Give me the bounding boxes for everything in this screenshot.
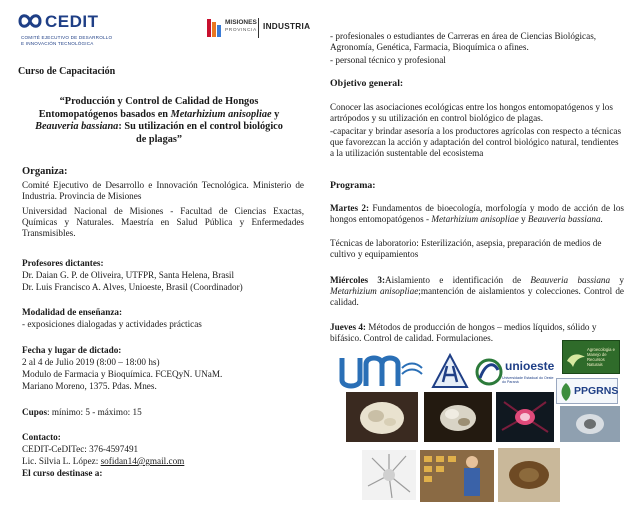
mycelium-image (362, 450, 416, 500)
jueves-label: Jueves 4: (330, 322, 366, 332)
programa-martes (330, 203, 624, 225)
cedit-subtitle-1: COMITÉ EJECUTIVO DE DESARROLLO (21, 35, 113, 40)
cupos-label: Cupos (22, 407, 48, 417)
photo-white-mycelium (362, 450, 416, 500)
miercoles-text: y (610, 275, 625, 285)
destinase-line-1: - profesionales o estudiantes de Carreras en área de Ciencias Biológicas, Agronomía, Genética, Farmacia, Bioquímica o afines. (330, 31, 597, 52)
title-text: Entomopatógenos basados en (38, 108, 171, 120)
course-kind: Curso de Capacitación (18, 66, 116, 77)
course-title-line-4: de plagas” (135, 133, 183, 145)
objetivo-p1: Conocer las asociaciones ecológicas entre los hongos entomopatógenos y los artrópodos y su utilización en control biológico de plagas. (330, 102, 613, 123)
modalidad-heading: Modalidad de enseñanza: (22, 307, 123, 317)
title-species-2: Beauveria bassiana (35, 121, 119, 133)
objetivo-p2: -capacitar y brindar asesoría a los productores agrícolas con respecto a técnicas que favorezcan la acción y adaptación del control biológico natural, tendientes a la utilización sustentable del ecosistema (330, 126, 622, 158)
objetivo-heading: Objetivo general: (330, 78, 404, 89)
miercoles-species-1: Beauveria bassiana (530, 275, 611, 285)
profesor-1: Dr. Daian G. P. de Oliveira, UTFPR, Santa Helena, Brasil (22, 270, 235, 280)
photo-cicada (498, 448, 560, 502)
destinase-line-2: - personal técnico y profesional (330, 55, 446, 65)
martes-text: Fundamentos de bioecología, morfología y modo de acción de los hongos entomopatógenos - (330, 203, 624, 224)
fceqyn-logo (430, 352, 470, 392)
modalidad-line: - exposiciones dialogadas y actividades prácticas (22, 319, 202, 329)
unioeste-swirl-icon (474, 358, 504, 386)
title-species-1: Metarhizium anisopliae (170, 108, 272, 120)
programa-martes-tecnicas: Técnicas de laboratorio: Esterilización, asepsia, preparación de medios de cultivo y equipamientos (330, 238, 602, 259)
leaf-icon (559, 382, 573, 402)
contacto-name: Lic. Silvia L. López: (22, 456, 101, 466)
destinase-heading: El curso destinase a: (22, 468, 103, 478)
fauna-banner-text: Agroecologia e Manejo de Recursos Naturais (587, 347, 615, 367)
organiza-line-2: Universidad Nacional de Misiones - Facultad de Ciencias Exactas, Químicas y Naturales. Maestría en Salud Pública y Enfermedades Transmisibles. (22, 206, 304, 238)
martes-species-2: Beauveria bassiana. (527, 214, 603, 224)
profesores-heading: Profesores dictantes: (22, 258, 104, 268)
photo-insect-grey (560, 406, 620, 442)
misiones-wordmark: MISIONES (225, 19, 257, 26)
course-title-line-2 (18, 109, 300, 122)
cupos (22, 407, 142, 418)
contacto-email-link[interactable]: sofidan14@gmail.com (100, 456, 185, 466)
insect-grey-image (560, 406, 620, 442)
industria-wordmark: INDUSTRIA (263, 22, 311, 31)
title-text: y (271, 108, 280, 120)
mite-image (496, 392, 554, 442)
cedit-subtitle-2: E INNOVACIÓN TECNOLÓGICA (21, 41, 94, 46)
miercoles-text: Aislamiento e identificación de (385, 275, 531, 285)
cicada-image (498, 448, 560, 502)
martes-species-1: Metarhizium anisopliae (431, 214, 519, 224)
course-title-line-1: “Producción y Control de Calidad de Hongos (59, 96, 259, 107)
bird-icon (565, 347, 587, 369)
miercoles-text: ;mantención de aislamientos y colecciones. Control de calidad. (330, 286, 624, 307)
misiones-industria-logo (206, 17, 311, 41)
martes-text: y (518, 214, 528, 224)
organiza-heading: Organiza: (22, 166, 68, 177)
photo-beetle-spores (424, 392, 492, 442)
ppgrns-wordmark: PPGRNS (574, 385, 619, 397)
jueves-text: Métodos de producción de hongos – medios líquidos, sólido y bifásico. Control de calidad. Formulaciones. (330, 322, 597, 343)
ppgrns-logo (556, 378, 618, 404)
fauna-banner-logo (562, 340, 620, 374)
unioeste-logo (474, 356, 558, 392)
larva-image (346, 392, 418, 442)
photo-larva-fungus (346, 392, 418, 442)
miercoles-species-2: Metarhizium anisopliae (330, 286, 419, 296)
title-text: : Su utilización en el control biológico (118, 121, 283, 133)
programa-heading: Programa: (330, 180, 376, 191)
fecha-line-2: Modulo de Farmacia y Bioquímica. FCEQyN. UNaM. (22, 369, 223, 379)
course-title-line-3 (18, 121, 300, 134)
cedit-logo (18, 10, 118, 50)
unam-logo (336, 352, 424, 392)
unioeste-subtitle: Universidade Estadual do Oeste do Paraná (502, 376, 554, 384)
profesor-2: Dr. Luis Francisco A. Alves, Unioeste, Brasil (Coordinador) (22, 282, 243, 292)
unam-logo-icon (336, 352, 424, 392)
beetle-image (424, 392, 492, 442)
miercoles-label: Miércoles 3: (330, 275, 386, 285)
fceqyn-triangle-icon (430, 352, 470, 392)
lab-worker-image (420, 450, 494, 502)
contacto-email-line (22, 456, 184, 467)
fecha-line-3: Mariano Moreno, 1375. Pdas. Mnes. (22, 381, 157, 391)
contacto-phone: CEDIT-CeDITec: 376-4597491 (22, 444, 139, 454)
logo-divider (258, 18, 259, 38)
misiones-provincia: PROVINCIA (225, 28, 257, 33)
course-title (18, 96, 300, 146)
organiza-line-1: Comité Ejecutivo de Desarrollo e Innovación Tecnológica. Ministerio de Industria. Provincia de Misiones (22, 180, 304, 201)
cupos-value: : mínimo: 5 - máximo: 15 (47, 407, 142, 417)
photo-spider-mite (496, 392, 554, 442)
cedit-wordmark: CEDIT (45, 12, 99, 31)
misiones-mark-icon (206, 17, 222, 39)
programa-miercoles (330, 275, 624, 308)
unioeste-wordmark: unioeste (505, 359, 555, 373)
martes-label: Martes 2: (330, 203, 370, 213)
fecha-line-1: 2 al 4 de Julio 2019 (8:00 – 18:00 hs) (22, 357, 160, 367)
contacto-heading: Contacto: (22, 432, 61, 442)
cedit-infinity-icon (18, 10, 42, 32)
photo-lab-worker (420, 450, 494, 502)
fecha-heading: Fecha y lugar de dictado: (22, 345, 122, 355)
